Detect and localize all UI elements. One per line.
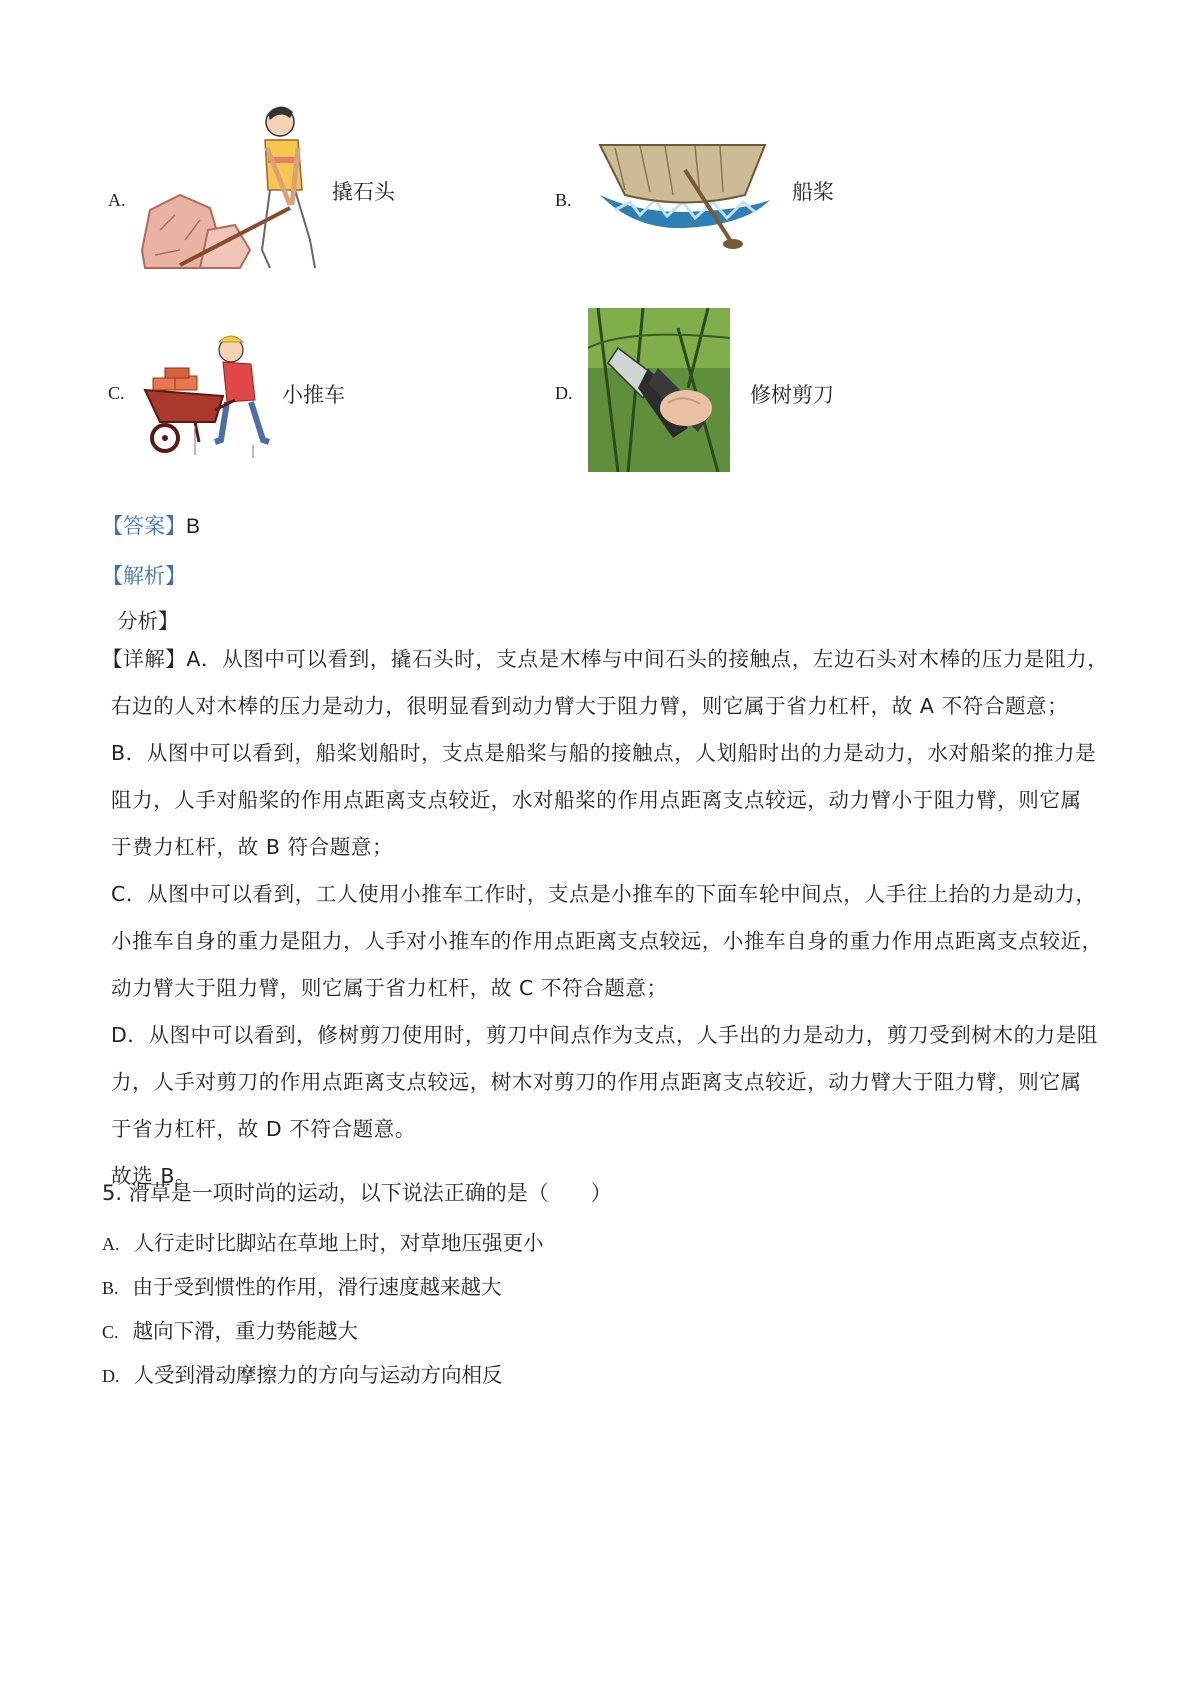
option-d-letter: D. [555,383,573,403]
explanation-line: 于费力杠杆，故 B 符合题意； [111,835,394,859]
option-d-caption: 修树剪刀 [750,383,834,407]
analysis-label [102,560,186,590]
explanation-line: 小推车自身的重力是阻力，人手对小推车的作用点距离支点较远，小推车自身的重力作用点距离支点较近， [111,929,1103,953]
answer-value: B [186,515,201,538]
choice-c-text: 越向下滑，重力势能越大 [132,1319,359,1343]
explanation-line: 右边的人对木棒的压力是动力，很明显看到动力臂大于阻力臂，则它属于省力杠杆，故 A 不符合题意； [111,694,1069,718]
choice-a[interactable] [102,1226,544,1256]
explanation-line: B．从图中可以看到，船桨划船时，支点是船桨与船的接触点，人划船时出的力是动力，水对船桨的推力是 [111,741,1097,765]
explanation-line: 动力臂大于阻力臂，则它属于省力杠杆，故 C 不符合题意； [111,976,668,1000]
analysis-label-text: 【解析】 [102,564,186,588]
option-c-caption: 小推车 [282,383,345,407]
lever-rock-icon [140,100,330,272]
option-b-caption: 船桨 [792,180,834,204]
boat-oar-icon [595,140,775,252]
option-a-letter: A. [108,190,126,210]
choice-a-letter: A. [102,1234,120,1254]
choice-d-letter: D. [102,1366,120,1386]
answer-line [102,510,200,540]
explanation-line: C．从图中可以看到，工人使用小推车工作时，支点是小推车的下面车轮中间点，人手往上抬的力是动力， [111,882,1097,906]
choice-d-text: 人受到滑动摩擦力的方向与运动方向相反 [133,1363,503,1387]
analysis-sub: 分析】 [117,609,179,633]
choice-b-text: 由于受到惯性的作用，滑行速度越来越大 [132,1275,502,1299]
explanation-line-text: A．从图中可以看到，撬石头时，支点是木棒与中间石头的接触点，左边石头对木棒的压力是阻力， [186,647,1109,671]
question-5-title: 5. 滑草是一项时尚的运动，以下说法正确的是（ ） [102,1181,612,1205]
explanation-line: 力，人手对剪刀的作用点距离支点较远，树木对剪刀的作用点距离支点较近，动力臂大于阻力臂，则它属 [111,1070,1082,1094]
choice-d[interactable] [102,1358,503,1388]
wheelbarrow-icon [135,330,280,465]
choice-a-text: 人行走时比脚站在草地上时，对草地压强更小 [133,1231,544,1255]
option-b-letter: B. [555,190,572,210]
explanation-body [102,636,1109,1200]
choice-c-letter: C. [102,1322,119,1342]
choice-b-letter: B. [102,1278,119,1298]
answer-label: 【答案】 [102,514,186,538]
explanation-line: D．从图中可以看到，修树剪刀使用时，剪刀中间点作为支点，人手出的力是动力，剪刀受到树木的力是阻 [111,1023,1098,1047]
option-c-letter: C. [108,383,125,403]
explanation-line: 阻力，人手对船桨的作用点距离支点较近，水对船桨的作用点距离支点较远，动力臂小于阻力臂，则它属 [111,788,1082,812]
choice-c[interactable] [102,1314,358,1344]
explanation-line: 于省力杠杆，故 D 不符合题意。 [111,1117,416,1141]
choice-b[interactable] [102,1270,502,1300]
option-a-caption: 撬石头 [332,180,395,204]
pruning-shears-icon [588,308,730,472]
detail-label: 【详解】 [102,647,187,671]
explanation-line: 故选 B。 [111,1164,197,1188]
explanation-line [102,636,1109,683]
